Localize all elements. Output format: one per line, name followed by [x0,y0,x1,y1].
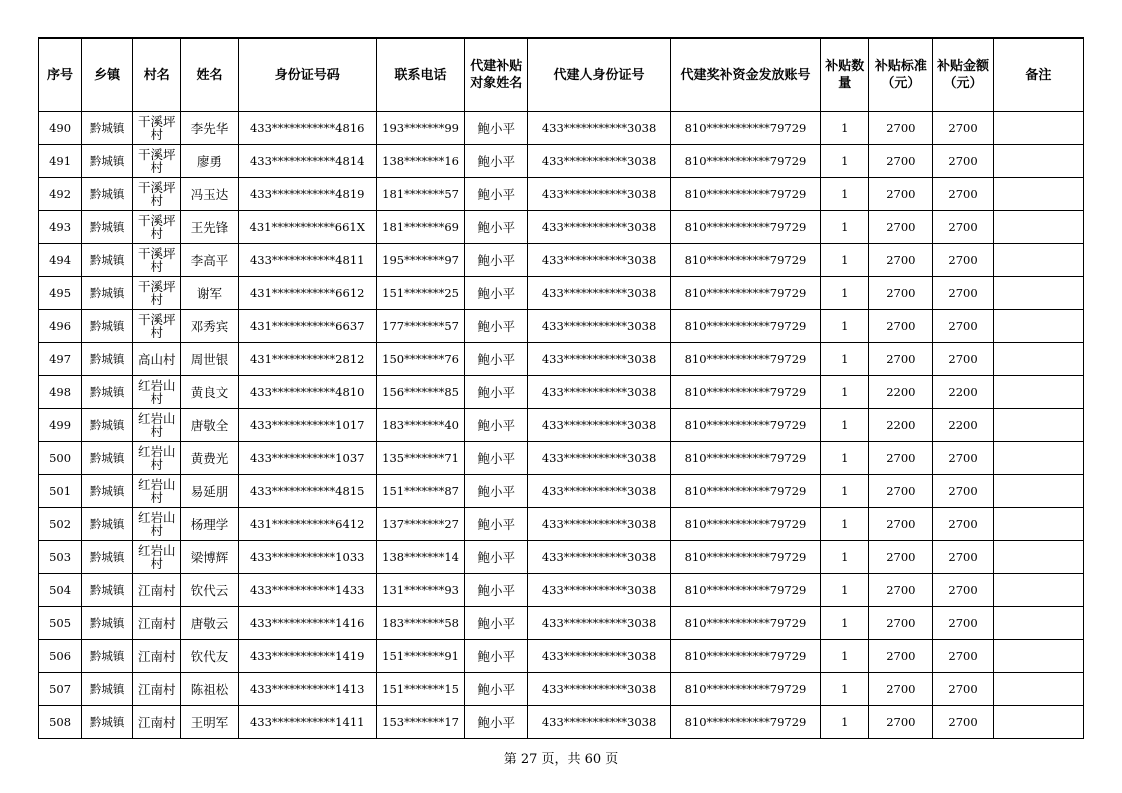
account-cell: 810***********79729 [670,211,820,244]
standard-cell: 2700 [869,640,933,673]
account-cell: 810***********79729 [670,277,820,310]
town-cell: 黔城镇 [82,673,133,706]
table-row [39,178,1084,211]
note-cell [993,244,1083,277]
account-cell: 810***********79729 [670,541,820,574]
id-number-cell: 433***********1413 [238,673,376,706]
village-cell: 干溪坪村 [133,310,181,343]
quantity-cell: 1 [821,508,869,541]
town-cell: 黔城镇 [82,442,133,475]
table-row [39,475,1084,508]
table-row [39,343,1084,376]
agent-id-cell: 433***********3038 [528,211,670,244]
agent-name-cell: 鲍小平 [465,145,528,178]
note-cell [993,343,1083,376]
note-cell [993,508,1083,541]
village-cell: 干溪坪村 [133,112,181,145]
agent-name-cell: 鲍小平 [465,112,528,145]
amount-cell: 2700 [933,211,993,244]
header-standard: 补贴标准（元） [869,38,933,112]
account-cell: 810***********79729 [670,343,820,376]
quantity-cell: 1 [821,574,869,607]
note-cell [993,706,1083,739]
town-cell: 黔城镇 [82,277,133,310]
row-number: 492 [39,178,82,211]
id-number-cell: 433***********1017 [238,409,376,442]
row-number: 505 [39,607,82,640]
phone-cell: 135*******71 [376,442,464,475]
name-cell: 谢军 [181,277,238,310]
table-row [39,409,1084,442]
account-cell: 810***********79729 [670,409,820,442]
account-cell: 810***********79729 [670,244,820,277]
amount-cell: 2700 [933,508,993,541]
agent-id-cell: 433***********3038 [528,475,670,508]
name-cell: 梁博辉 [181,541,238,574]
account-cell: 810***********79729 [670,475,820,508]
village-cell: 干溪坪村 [133,277,181,310]
town-cell: 黔城镇 [82,376,133,409]
agent-id-cell: 433***********3038 [528,178,670,211]
phone-cell: 183*******58 [376,607,464,640]
amount-cell: 2700 [933,475,993,508]
note-cell [993,310,1083,343]
id-number-cell: 433***********4814 [238,145,376,178]
id-number-cell: 433***********1433 [238,574,376,607]
agent-id-cell: 433***********3038 [528,310,670,343]
quantity-cell: 1 [821,343,869,376]
agent-name-cell: 鲍小平 [465,541,528,574]
agent-name-cell: 鲍小平 [465,673,528,706]
quantity-cell: 1 [821,145,869,178]
standard-cell: 2700 [869,244,933,277]
id-number-cell: 433***********1033 [238,541,376,574]
village-cell: 江南村 [133,706,181,739]
name-cell: 唐敬全 [181,409,238,442]
note-cell [993,376,1083,409]
name-cell: 易延朋 [181,475,238,508]
phone-cell: 177*******57 [376,310,464,343]
name-cell: 钦代云 [181,574,238,607]
quantity-cell: 1 [821,376,869,409]
header-no: 序号 [39,38,82,112]
agent-id-cell: 433***********3038 [528,640,670,673]
account-cell: 810***********79729 [670,607,820,640]
amount-cell: 2700 [933,442,993,475]
agent-id-cell: 433***********3038 [528,508,670,541]
note-cell [993,541,1083,574]
id-number-cell: 431***********6612 [238,277,376,310]
town-cell: 黔城镇 [82,211,133,244]
note-cell [993,574,1083,607]
standard-cell: 2700 [869,112,933,145]
name-cell: 陈祖松 [181,673,238,706]
agent-name-cell: 鲍小平 [465,178,528,211]
town-cell: 黔城镇 [82,706,133,739]
village-cell: 红岩山村 [133,508,181,541]
row-number: 504 [39,574,82,607]
amount-cell: 2200 [933,409,993,442]
row-number: 496 [39,310,82,343]
table-row [39,706,1084,739]
agent-name-cell: 鲍小平 [465,409,528,442]
id-number-cell: 433***********4815 [238,475,376,508]
account-cell: 810***********79729 [670,640,820,673]
table-row [39,145,1084,178]
table-row [39,211,1084,244]
phone-cell: 181*******57 [376,178,464,211]
quantity-cell: 1 [821,244,869,277]
note-cell [993,277,1083,310]
row-number: 494 [39,244,82,277]
agent-name-cell: 鲍小平 [465,244,528,277]
phone-cell: 183*******40 [376,409,464,442]
account-cell: 810***********79729 [670,376,820,409]
standard-cell: 2700 [869,442,933,475]
id-number-cell: 431***********2812 [238,343,376,376]
row-number: 508 [39,706,82,739]
header-phone: 联系电话 [376,38,464,112]
note-cell [993,112,1083,145]
village-cell: 红岩山村 [133,409,181,442]
header-town: 乡镇 [82,38,133,112]
table-row [39,244,1084,277]
id-number-cell: 433***********4810 [238,376,376,409]
agent-id-cell: 433***********3038 [528,541,670,574]
row-number: 507 [39,673,82,706]
quantity-cell: 1 [821,607,869,640]
village-cell: 江南村 [133,607,181,640]
agent-id-cell: 433***********3038 [528,673,670,706]
phone-cell: 131*******93 [376,574,464,607]
table-row [39,574,1084,607]
id-number-cell: 433***********1416 [238,607,376,640]
quantity-cell: 1 [821,310,869,343]
header-name: 姓名 [181,38,238,112]
quantity-cell: 1 [821,442,869,475]
standard-cell: 2700 [869,706,933,739]
table-row [39,640,1084,673]
quantity-cell: 1 [821,541,869,574]
quantity-cell: 1 [821,706,869,739]
name-cell: 黄良文 [181,376,238,409]
account-cell: 810***********79729 [670,442,820,475]
table-row [39,508,1084,541]
amount-cell: 2700 [933,178,993,211]
standard-cell: 2700 [869,673,933,706]
village-cell: 干溪坪村 [133,244,181,277]
id-number-cell: 433***********1419 [238,640,376,673]
account-cell: 810***********79729 [670,112,820,145]
table-row [39,673,1084,706]
village-cell: 江南村 [133,673,181,706]
town-cell: 黔城镇 [82,574,133,607]
phone-cell: 137*******27 [376,508,464,541]
account-cell: 810***********79729 [670,310,820,343]
town-cell: 黔城镇 [82,607,133,640]
table-row [39,376,1084,409]
town-cell: 黔城镇 [82,541,133,574]
id-number-cell: 433***********4816 [238,112,376,145]
town-cell: 黔城镇 [82,343,133,376]
amount-cell: 2700 [933,145,993,178]
phone-cell: 151*******87 [376,475,464,508]
amount-cell: 2700 [933,574,993,607]
village-cell: 干溪坪村 [133,211,181,244]
name-cell: 廖勇 [181,145,238,178]
name-cell: 杨理学 [181,508,238,541]
quantity-cell: 1 [821,112,869,145]
agent-name-cell: 鲍小平 [465,706,528,739]
note-cell [993,673,1083,706]
town-cell: 黔城镇 [82,409,133,442]
amount-cell: 2700 [933,673,993,706]
id-number-cell: 433***********4811 [238,244,376,277]
quantity-cell: 1 [821,475,869,508]
agent-name-cell: 鲍小平 [465,508,528,541]
agent-name-cell: 鲍小平 [465,277,528,310]
note-cell [993,607,1083,640]
amount-cell: 2700 [933,310,993,343]
phone-cell: 138*******16 [376,145,464,178]
id-number-cell: 433***********4819 [238,178,376,211]
header-id-number: 身份证号码 [238,38,376,112]
table-body [39,112,1084,739]
amount-cell: 2700 [933,541,993,574]
town-cell: 黔城镇 [82,244,133,277]
note-cell [993,178,1083,211]
phone-cell: 156*******85 [376,376,464,409]
header-amount: 补贴金额（元） [933,38,993,112]
standard-cell: 2700 [869,145,933,178]
amount-cell: 2700 [933,244,993,277]
name-cell: 钦代友 [181,640,238,673]
agent-id-cell: 433***********3038 [528,343,670,376]
standard-cell: 2700 [869,607,933,640]
name-cell: 黄费光 [181,442,238,475]
amount-cell: 2700 [933,112,993,145]
account-cell: 810***********79729 [670,145,820,178]
standard-cell: 2700 [869,211,933,244]
town-cell: 黔城镇 [82,508,133,541]
agent-id-cell: 433***********3038 [528,607,670,640]
table-row [39,277,1084,310]
village-cell: 红岩山村 [133,376,181,409]
agent-name-cell: 鲍小平 [465,343,528,376]
table-row [39,607,1084,640]
header-quantity: 补贴数量 [821,38,869,112]
town-cell: 黔城镇 [82,310,133,343]
town-cell: 黔城镇 [82,475,133,508]
name-cell: 邓秀宾 [181,310,238,343]
row-number: 493 [39,211,82,244]
standard-cell: 2200 [869,409,933,442]
town-cell: 黔城镇 [82,112,133,145]
phone-cell: 181*******69 [376,211,464,244]
name-cell: 周世银 [181,343,238,376]
table-row [39,310,1084,343]
town-cell: 黔城镇 [82,178,133,211]
phone-cell: 138*******14 [376,541,464,574]
village-cell: 红岩山村 [133,442,181,475]
agent-name-cell: 鲍小平 [465,442,528,475]
table-header-row [39,38,1084,112]
table-row [39,541,1084,574]
row-number: 503 [39,541,82,574]
note-cell [993,409,1083,442]
note-cell [993,640,1083,673]
standard-cell: 2700 [869,178,933,211]
village-cell: 红岩山村 [133,475,181,508]
agent-id-cell: 433***********3038 [528,145,670,178]
quantity-cell: 1 [821,673,869,706]
agent-name-cell: 鲍小平 [465,607,528,640]
standard-cell: 2700 [869,475,933,508]
account-cell: 810***********79729 [670,706,820,739]
phone-cell: 150*******76 [376,343,464,376]
agent-id-cell: 433***********3038 [528,112,670,145]
header-account: 代建奖补资金发放账号 [670,38,820,112]
quantity-cell: 1 [821,178,869,211]
village-cell: 干溪坪村 [133,178,181,211]
id-number-cell: 431***********661X [238,211,376,244]
village-cell: 江南村 [133,640,181,673]
agent-name-cell: 鲍小平 [465,574,528,607]
row-number: 491 [39,145,82,178]
account-cell: 810***********79729 [670,178,820,211]
id-number-cell: 433***********1037 [238,442,376,475]
note-cell [993,145,1083,178]
agent-id-cell: 433***********3038 [528,442,670,475]
village-cell: 高山村 [133,343,181,376]
name-cell: 王先锋 [181,211,238,244]
standard-cell: 2700 [869,343,933,376]
amount-cell: 2200 [933,376,993,409]
row-number: 498 [39,376,82,409]
table-row [39,442,1084,475]
quantity-cell: 1 [821,211,869,244]
village-cell: 红岩山村 [133,541,181,574]
row-number: 495 [39,277,82,310]
id-number-cell: 433***********1411 [238,706,376,739]
row-number: 500 [39,442,82,475]
phone-cell: 153*******17 [376,706,464,739]
header-agent-id: 代建人身份证号 [528,38,670,112]
standard-cell: 2700 [869,541,933,574]
agent-id-cell: 433***********3038 [528,376,670,409]
amount-cell: 2700 [933,640,993,673]
name-cell: 李先华 [181,112,238,145]
row-number: 506 [39,640,82,673]
row-number: 499 [39,409,82,442]
standard-cell: 2700 [869,508,933,541]
header-agent-name: 代建补贴对象姓名 [465,38,528,112]
name-cell: 王明军 [181,706,238,739]
row-number: 497 [39,343,82,376]
agent-name-cell: 鲍小平 [465,376,528,409]
agent-id-cell: 433***********3038 [528,409,670,442]
account-cell: 810***********79729 [670,673,820,706]
row-number: 502 [39,508,82,541]
phone-cell: 193*******99 [376,112,464,145]
row-number: 490 [39,112,82,145]
agent-name-cell: 鲍小平 [465,640,528,673]
row-number: 501 [39,475,82,508]
agent-id-cell: 433***********3038 [528,244,670,277]
account-cell: 810***********79729 [670,574,820,607]
amount-cell: 2700 [933,343,993,376]
standard-cell: 2700 [869,310,933,343]
name-cell: 冯玉达 [181,178,238,211]
agent-id-cell: 433***********3038 [528,277,670,310]
village-cell: 干溪坪村 [133,145,181,178]
town-cell: 黔城镇 [82,640,133,673]
amount-cell: 2700 [933,607,993,640]
agent-name-cell: 鲍小平 [465,475,528,508]
note-cell [993,211,1083,244]
header-village: 村名 [133,38,181,112]
phone-cell: 195*******97 [376,244,464,277]
agent-id-cell: 433***********3038 [528,574,670,607]
standard-cell: 2200 [869,376,933,409]
town-cell: 黔城镇 [82,145,133,178]
account-cell: 810***********79729 [670,508,820,541]
quantity-cell: 1 [821,409,869,442]
table-row [39,112,1084,145]
phone-cell: 151*******25 [376,277,464,310]
quantity-cell: 1 [821,640,869,673]
agent-name-cell: 鲍小平 [465,211,528,244]
header-note: 备注 [993,38,1083,112]
id-number-cell: 431***********6637 [238,310,376,343]
amount-cell: 2700 [933,706,993,739]
amount-cell: 2700 [933,277,993,310]
name-cell: 唐敬云 [181,607,238,640]
phone-cell: 151*******15 [376,673,464,706]
name-cell: 李高平 [181,244,238,277]
note-cell [993,475,1083,508]
agent-name-cell: 鲍小平 [465,310,528,343]
page-footer: 第 27 页，共 60 页 [503,752,619,767]
subsidy-table [38,37,1084,739]
quantity-cell: 1 [821,277,869,310]
id-number-cell: 431***********6412 [238,508,376,541]
agent-id-cell: 433***********3038 [528,706,670,739]
standard-cell: 2700 [869,277,933,310]
note-cell [993,442,1083,475]
phone-cell: 151*******91 [376,640,464,673]
village-cell: 江南村 [133,574,181,607]
standard-cell: 2700 [869,574,933,607]
